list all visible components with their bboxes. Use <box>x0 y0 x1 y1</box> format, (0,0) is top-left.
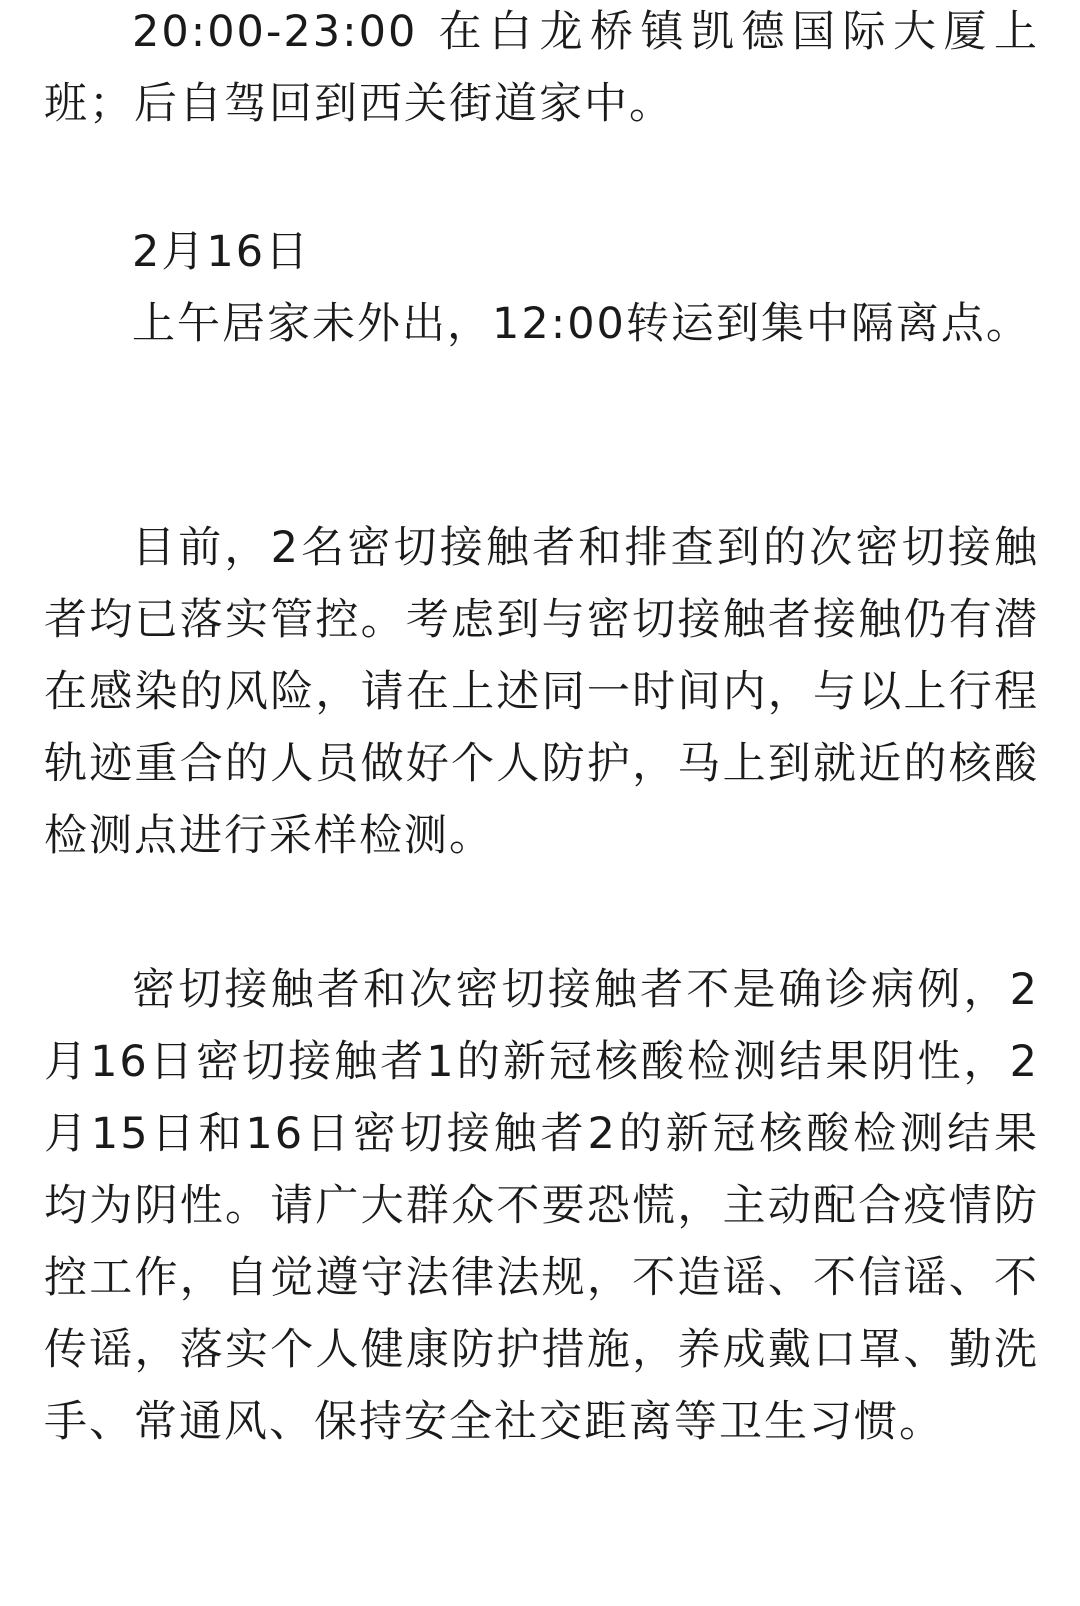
notice-paragraph: 目前，2名密切接触者和排查到的次密切接触者均已落实管控。考虑到与密切接触者接触仍有潜在感染的风险，请在上述同一时间内，与以上行程轨迹重合的人员做好个人防护，马上到就近的核酸检测点进行采样检测。 <box>44 523 1039 861</box>
notice-paragraph: 密切接触者和次密切接触者不是确诊病例，2月16日密切接触者1的新冠核酸检测结果阴性，2月15日和16日密切接触者2的新冠核酸检测结果均为阴性。请广大群众不要恐慌，主动配合疫情防控工作，自觉遵守法律法规，不造谣、不信谣、不传谣，落实个人健康防护措施，养成戴口罩、勤洗手、常通风、保持安全社交距离等卫生习惯。 <box>44 965 1039 1447</box>
date-heading: 2月16日 <box>132 227 311 277</box>
itinerary-paragraph: 20:00-23:00 在白龙桥镇凯德国际大厦上班；后自驾回到西关街道家中。 <box>44 7 1039 129</box>
itinerary-paragraph: 上午居家未外出，12:00转运到集中隔离点。 <box>132 299 1031 349</box>
